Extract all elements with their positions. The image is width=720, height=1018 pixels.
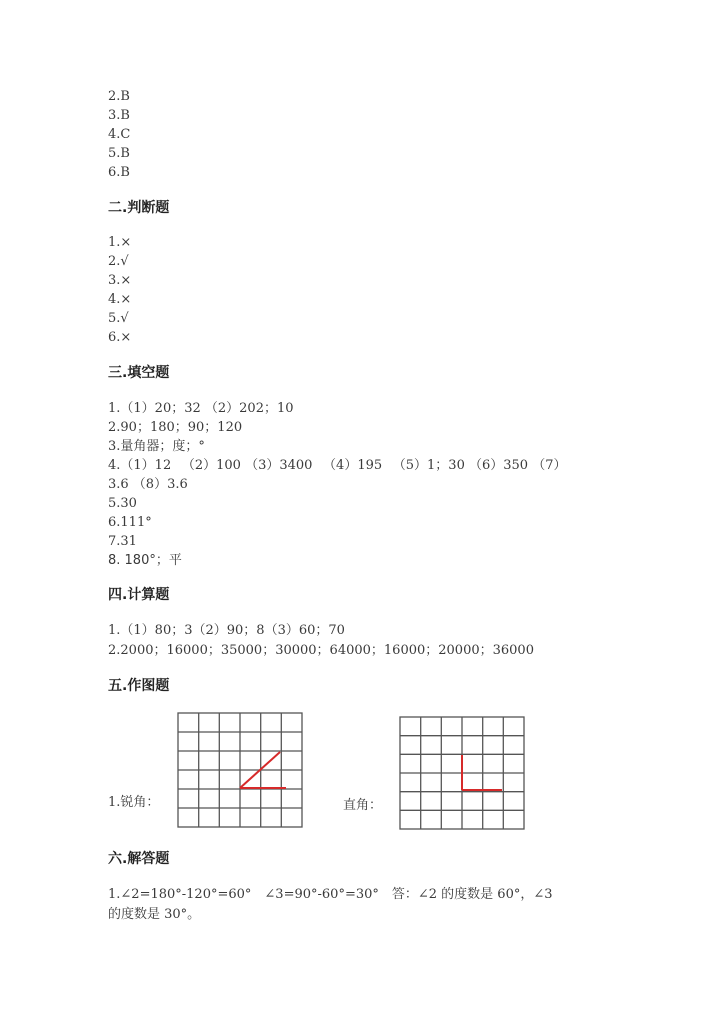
section-heading-judgement: 二.判断题: [108, 200, 170, 216]
answer-item: 2.90；180；90；120: [108, 420, 243, 435]
right-angle-label: 直角：: [343, 798, 383, 813]
answer-item: 7.31: [108, 534, 137, 549]
acute-angle-label: 1.锐角：: [108, 795, 160, 810]
answer-line: 1.∠2=180°-120°=60° ∠3=90°-60°=30° 答：∠2 的度数是 60°，∠3: [108, 887, 553, 902]
acute-angle-grid: [176, 711, 306, 831]
answer-item: 4.C: [108, 127, 131, 142]
section-heading-drawing: 五.作图题: [108, 678, 170, 694]
answer-item: 4.×: [108, 292, 132, 307]
answer-item: 3.量角器；度；°: [108, 439, 205, 454]
answer-item: 3.B: [108, 108, 130, 123]
answer-item: 2.B: [108, 89, 130, 104]
answer-item: 6.B: [108, 165, 130, 180]
answer-item: 5.√: [108, 311, 129, 326]
answer-item: 8. 180°；平: [108, 553, 182, 568]
answer-item: 1.（1）80；3（2）90；8（3）60；70: [108, 623, 345, 638]
answer-item: 6.×: [108, 330, 132, 345]
answer-item: 3.×: [108, 273, 132, 288]
answer-line: 的度数是 30°。: [108, 907, 201, 922]
right-angle-grid: [398, 715, 528, 833]
answer-item: 5.30: [108, 496, 137, 511]
section-heading-fill-blank: 三.填空题: [108, 365, 170, 381]
answer-item: 1.×: [108, 235, 132, 250]
answer-item: 6.111°: [108, 515, 152, 530]
answer-item: 3.6 （8）3.6: [108, 477, 188, 492]
answer-item: 5.B: [108, 146, 130, 161]
section-heading-calculation: 四.计算题: [108, 587, 170, 603]
answer-item: 2.√: [108, 254, 129, 269]
answer-item: 2.2000；16000；35000；30000；64000；16000；20000；36000: [108, 643, 534, 658]
answer-item: 4.（1）12 （2）100 （3）3400 （4）195 （5）1；30 （6）350 （7）: [108, 458, 567, 473]
section-heading-solution: 六.解答题: [108, 851, 170, 867]
answer-item: 1.（1）20；32 （2）202；10: [108, 401, 294, 416]
